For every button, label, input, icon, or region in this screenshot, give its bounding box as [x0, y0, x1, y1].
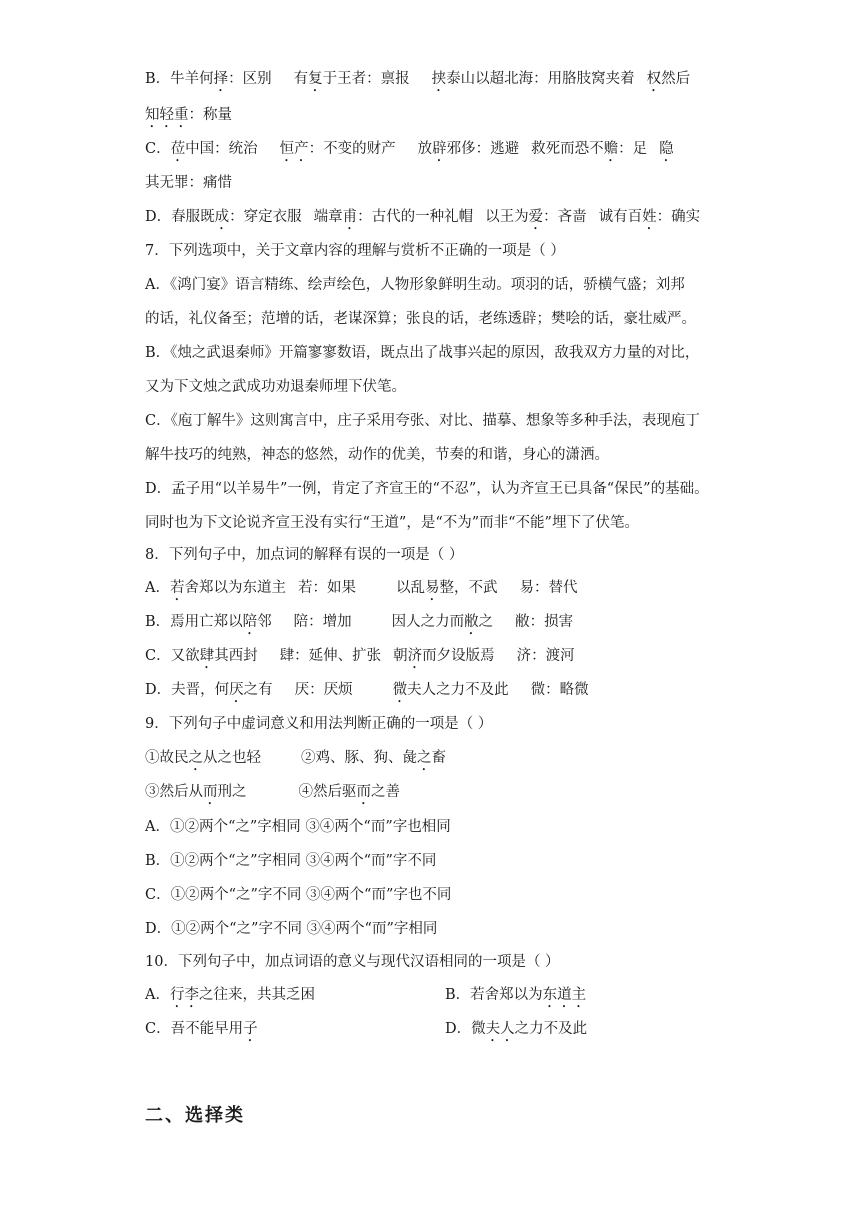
emphasized-char: 挟: [431, 71, 447, 87]
emphasized-char: 知轻重: [145, 107, 189, 123]
q9-option-a: A．①②两个“之”字相同 ③④两个“而”字也相同: [145, 819, 451, 835]
q8-option-c: C．又欲肆其西封 肆：延伸、扩张 朝济而夕设版焉 济：渡河: [145, 648, 575, 664]
q7-option-b-line1: B．《烛之武退秦师》开篇寥寥数语，既点出了战事兴起的原因，敌我双方力量的对比，: [145, 345, 700, 361]
q6-option-b-line2: 知轻重：称量: [145, 107, 232, 123]
emphasized-char: 易: [424, 580, 440, 596]
q6-option-d: D．春服既成：穿定衣服 端章甫：古代的一种礼帽 以王为爱：吝啬 诚有百姓：确实: [145, 209, 701, 225]
emphasized-char: 赡: [603, 141, 619, 157]
emphasized-char: 敝: [464, 614, 479, 630]
q6-option-b-line1: B．牛羊何择：区别 有复于王者：禀报 挟泰山以超北海：用胳肢窝夹着 权然后: [145, 71, 691, 87]
q8-option-a: A．若舍郑以为东道主 若：如果 以乱易整，不武 易：替代: [145, 580, 578, 596]
section-heading: 二、选择类: [145, 1105, 245, 1126]
emphasized-char: 而: [203, 784, 218, 800]
q7-option-c-line1: C．《庖丁解牛》这则寓言中，庄子采用夸张、对比、描摹、想象等多种手法，表现庖丁: [145, 413, 700, 429]
emphasized-char: 姓: [642, 209, 657, 225]
emphasized-char: 权: [646, 71, 662, 87]
q9-option-c: C．①②两个“之”字不同 ③④两个“而”字也不同: [145, 887, 452, 903]
q7-option-b-line2: 又为下文烛之武成功劝退秦师埋下伏笔。: [145, 379, 406, 395]
q8-stem: 8．下列句子中，加点词的解释有误的一项是（ ）: [145, 547, 464, 563]
emphasized-char: 复: [308, 71, 323, 87]
q7-option-c-line2: 解牛技巧的纯熟，神态的悠然，动作的优美，节奏的和谐，身心的潇洒。: [145, 447, 609, 463]
emphasized-char: 隐: [659, 141, 674, 157]
q8-option-d: D．夫晋，何厌之有 厌：厌烦 微夫人之力不及此 微：略微: [145, 682, 589, 698]
q9-sentences-3-4: ③然后从而刑之 ④然后驱而之善: [145, 784, 400, 800]
q6-option-c-line1: C．莅中国：统治 恒产：不变的财产 放辟邪侈：逃避 救死而恐不赡：足 隐: [145, 141, 674, 157]
emphasized-char: 莅: [170, 141, 186, 157]
q7-option-d-line2: 同时也为下文论说齐宣王没有实行“王道”，是“不为”而非“不能”埋下了伏笔。: [145, 515, 639, 531]
emphasized-char: 而: [356, 784, 371, 800]
emphasized-word: 行李: [169, 987, 199, 1003]
q10-option-c: C．吾不能早用子: [145, 1021, 258, 1037]
q9-stem: 9．下列句子中虚词意义和用法判断正确的一项是（ ）: [145, 716, 493, 732]
emphasized-char: 之: [417, 750, 432, 766]
q10-stem: 10．下列句子中，加点词语的意义与现代汉语相同的一项是（ ）: [145, 954, 560, 970]
emphasized-word: 子: [243, 1021, 258, 1037]
emphasized-char: 择: [213, 71, 229, 87]
emphasized-char: 成: [214, 209, 230, 225]
q8-option-b: B．焉用亡郑以陪邻 陪：增加 因人之力而敝之 敝：损害: [145, 614, 574, 630]
q9-option-b: B．①②两个“之”字相同 ③④两个“而”字不同: [145, 853, 437, 869]
q10-options-row2: [145, 1019, 725, 1045]
q10-option-a: A．行李之往来，共其乏困: [145, 987, 315, 1003]
emphasized-char: 微: [392, 682, 408, 698]
q10-options-row1: [145, 985, 725, 1011]
emphasized-word: 东道主: [542, 987, 587, 1003]
emphasized-char: 肆: [199, 648, 215, 664]
emphasized-char: 若: [169, 580, 185, 596]
emphasized-word: 夫人: [485, 1021, 515, 1037]
q7-option-a-line2: 的话，礼仪备至；范增的话，老谋深算；张良的话，老练透辟；樊哙的话，豪壮威严。: [145, 311, 696, 327]
emphasized-char: 恒产: [279, 141, 309, 157]
q6-option-c-line2: 其无罪：痛惜: [145, 175, 232, 191]
emphasized-char: 辟: [432, 141, 447, 157]
emphasized-char: 济: [407, 648, 423, 664]
emphasized-char: 甫: [342, 209, 358, 225]
q7-option-a-line1: A．《鸿门宴》语言精练、绘声绘色，人物形象鲜明生动。项羽的话，骄横气盛；刘邦: [145, 277, 685, 293]
q7-option-d-line1: D．孟子用“以羊易牛”一例，肯定了齐宣王的“不忍”，认为齐宣王已具备“保民”的基础。: [145, 481, 709, 497]
q7-stem: 7．下列选项中，关于文章内容的理解与赏析不正确的一项是（ ）: [145, 243, 565, 259]
emphasized-char: 厌: [229, 682, 244, 698]
q10-option-b: B．若舍郑以为东道主: [445, 987, 587, 1003]
q10-option-d: D．微夫人之力不及此: [445, 1021, 588, 1037]
q9-sentences-1-2: ①故民之从之也轻 ②鸡、豚、狗、彘之畜: [145, 750, 446, 766]
emphasized-char: 陪: [242, 614, 258, 630]
emphasized-char: 之: [188, 750, 203, 766]
q9-option-d: D．①②两个“之”字不同 ③④两个“而”字相同: [145, 921, 438, 937]
emphasized-char: 爱: [528, 209, 544, 225]
